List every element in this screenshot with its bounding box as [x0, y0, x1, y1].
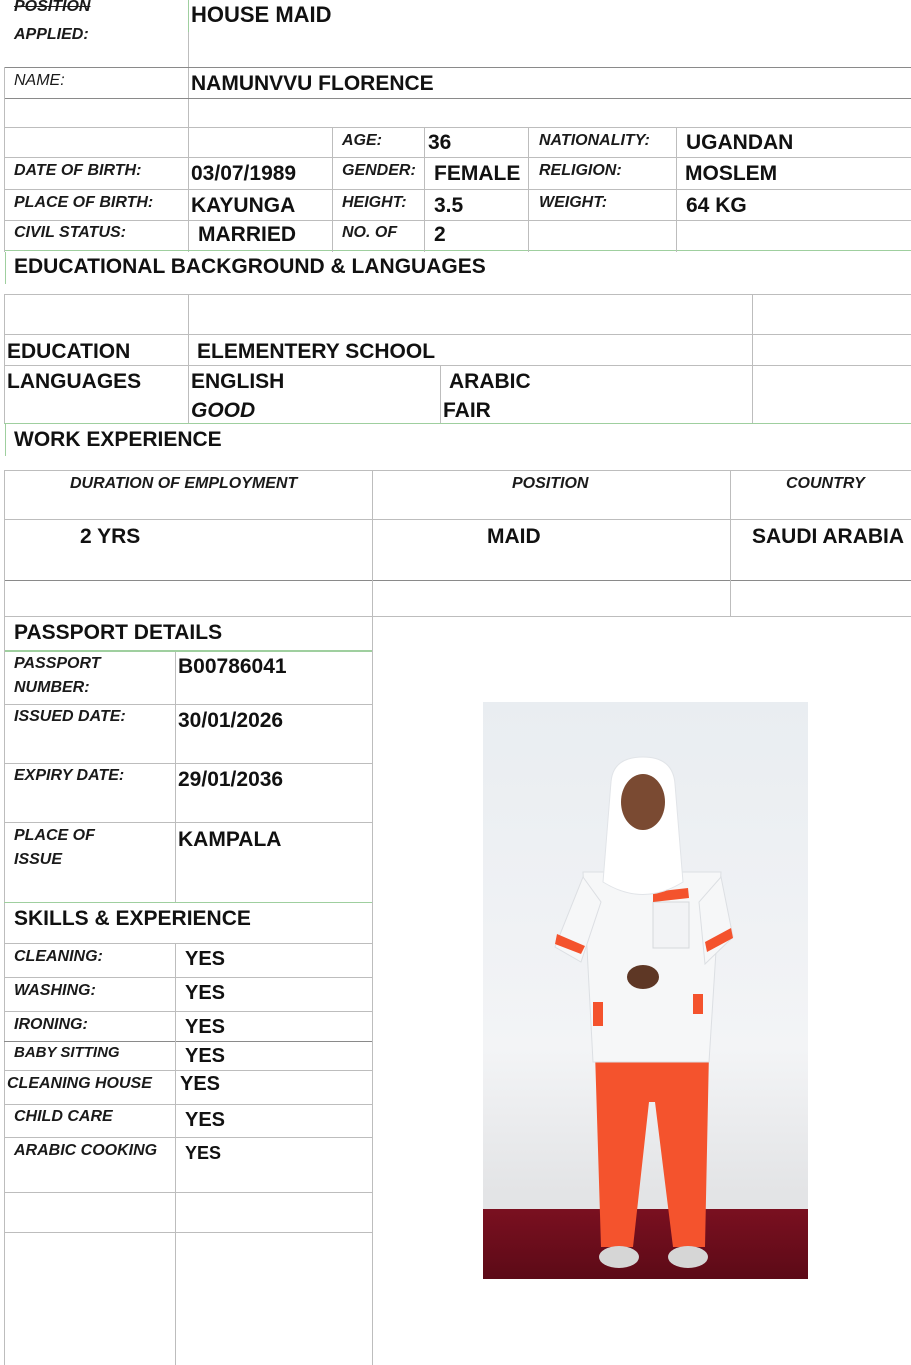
- skill-label: CHILD CARE: [14, 1108, 113, 1125]
- passport-section-title: PASSPORT DETAILS: [14, 621, 223, 644]
- nationality-label: NATIONALITY:: [539, 132, 650, 149]
- language-2-level: FAIR: [443, 399, 491, 422]
- skill-value: YES: [185, 1045, 226, 1067]
- gender-label: GENDER:: [342, 162, 416, 179]
- skills-section-title: SKILLS & EXPERIENCE: [14, 907, 251, 930]
- skill-value: YES: [185, 1016, 226, 1038]
- civil-status-label: CIVIL STATUS:: [14, 224, 126, 241]
- dob-value: 03/07/1989: [191, 162, 297, 185]
- age-label: AGE:: [342, 132, 382, 149]
- name-value: NAMUNVVU FLORENCE: [191, 72, 434, 95]
- education-value: ELEMENTERY SCHOOL: [197, 340, 436, 363]
- gender-value: FEMALE: [434, 162, 521, 185]
- nationality-value: UGANDAN: [686, 131, 794, 154]
- issued-date-label: ISSUED DATE:: [14, 708, 126, 725]
- position-applied-label-2: APPLIED:: [14, 26, 89, 43]
- language-1-level: GOOD: [191, 399, 256, 422]
- work-section-title: WORK EXPERIENCE: [14, 428, 222, 451]
- skill-label: ARABIC COOKING: [14, 1142, 158, 1159]
- work-position-value: MAID: [487, 525, 541, 548]
- work-col-duration: DURATION OF EMPLOYMENT: [70, 475, 298, 492]
- issued-date-value: 30/01/2026: [178, 709, 284, 732]
- education-section-title: EDUCATIONAL BACKGROUND & LANGUAGES: [14, 255, 486, 278]
- position-applied-label: POSITION: [14, 0, 91, 15]
- children-value: 2: [434, 223, 446, 246]
- applicant-photo: [483, 702, 808, 1279]
- languages-label: LANGUAGES: [7, 370, 142, 393]
- religion-label: RELIGION:: [539, 162, 622, 179]
- height-value: 3.5: [434, 194, 464, 217]
- place-of-issue-label-2: ISSUE: [14, 851, 63, 868]
- weight-value: 64 KG: [686, 194, 747, 217]
- age-value: 36: [428, 131, 452, 154]
- place-of-issue-value: KAMPALA: [178, 828, 282, 851]
- expiry-date-label: EXPIRY DATE:: [14, 767, 125, 784]
- weight-label: WEIGHT:: [539, 194, 608, 211]
- work-duration-value: 2 YRS: [80, 525, 141, 548]
- skill-value: YES: [185, 982, 226, 1004]
- work-col-position: POSITION: [512, 475, 589, 492]
- skill-label: BABY SITTING: [14, 1044, 120, 1061]
- work-col-country: COUNTRY: [786, 475, 865, 492]
- name-label: NAME:: [14, 72, 65, 89]
- applicant-figure: [483, 702, 808, 1279]
- skill-value: YES: [185, 1109, 226, 1131]
- pob-label: PLACE OF BIRTH:: [14, 194, 154, 211]
- language-2: ARABIC: [449, 370, 531, 393]
- passport-number-label-2: NUMBER:: [14, 679, 90, 696]
- passport-number-value: B00786041: [178, 655, 287, 678]
- children-label: NO. OF: [342, 224, 398, 241]
- expiry-date-value: 29/01/2036: [178, 768, 284, 791]
- religion-value: MOSLEM: [685, 162, 778, 185]
- dob-label: DATE OF BIRTH:: [14, 162, 142, 179]
- skill-value: YES: [180, 1073, 221, 1095]
- skill-label: IRONING:: [14, 1016, 88, 1033]
- place-of-issue-label: PLACE OF: [14, 827, 95, 844]
- skill-label: WASHING:: [14, 982, 96, 999]
- civil-status-value: MARRIED: [198, 223, 296, 246]
- skill-value: YES: [185, 948, 226, 970]
- pob-value: KAYUNGA: [191, 194, 296, 217]
- work-country-value: SAUDI ARABIA: [752, 525, 905, 548]
- height-label: HEIGHT:: [342, 194, 407, 211]
- education-label: EDUCATION: [7, 340, 131, 363]
- skill-label: CLEANING:: [14, 948, 103, 965]
- skill-value: YES: [185, 1143, 222, 1163]
- position-applied-value: HOUSE MAID: [191, 2, 332, 27]
- language-1: ENGLISH: [191, 370, 285, 393]
- passport-number-label: PASSPORT: [14, 655, 101, 672]
- skill-label: CLEANING HOUSE: [7, 1075, 152, 1092]
